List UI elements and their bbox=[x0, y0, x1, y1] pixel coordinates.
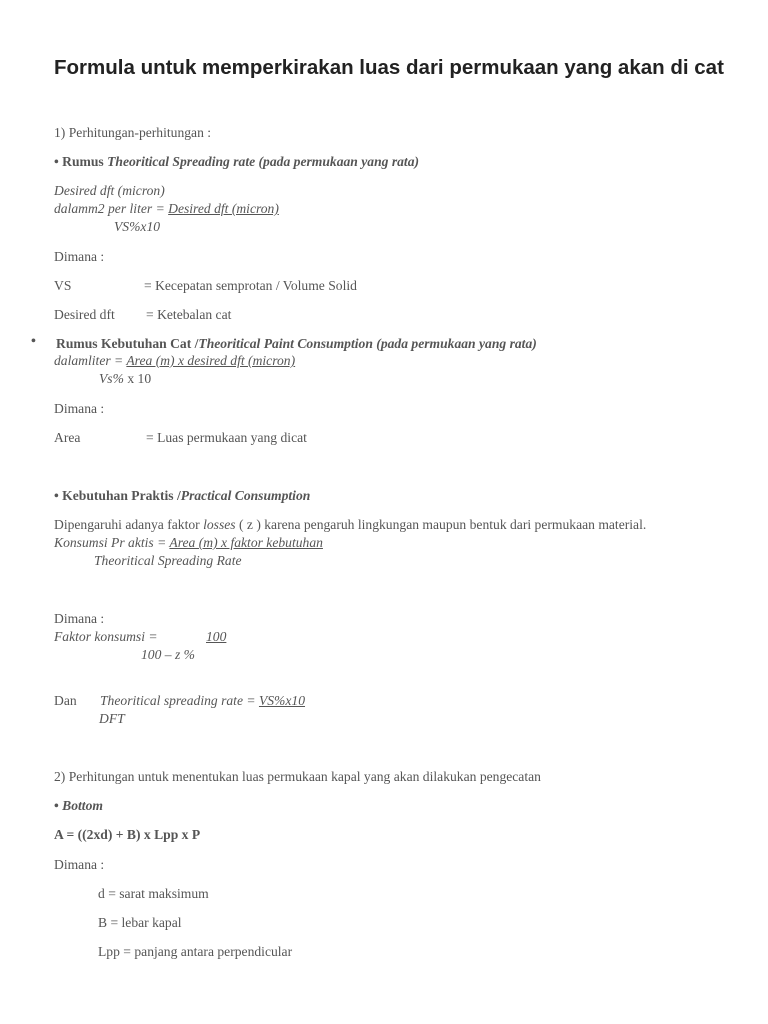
definition-area-text: = Luas permukaan yang dicat bbox=[146, 430, 307, 445]
page-title: Formula untuk memperkirakan luas dari permukaan yang akan di cat bbox=[54, 56, 724, 79]
praktis-prefix: • Kebutuhan Praktis / bbox=[54, 488, 181, 503]
definition-dft-term: Desired dft bbox=[54, 307, 115, 322]
faktor-konsumsi-numerator: 100 bbox=[206, 629, 227, 644]
kebutuhan-praktis-heading bbox=[54, 487, 310, 505]
formula-1-left: dalamm2 per liter = bbox=[54, 201, 169, 216]
formula-2-den-vs: Vs% bbox=[99, 371, 124, 386]
formula-3-line-1 bbox=[54, 534, 323, 552]
definition-d: d = sarat maksimum bbox=[98, 886, 209, 901]
tsr-formula-line-1 bbox=[100, 692, 305, 710]
dan-label: Dan bbox=[54, 693, 77, 708]
bottom-heading bbox=[54, 797, 103, 815]
rumus-prefix: • Rumus bbox=[54, 154, 108, 169]
formula-2-line-1 bbox=[54, 352, 295, 370]
definition-area-term: Area bbox=[54, 430, 81, 445]
formula-3-left: Konsumsi Pr aktis = bbox=[54, 535, 170, 550]
section-2-heading: 2) Perhitungan untuk menentukan luas permukaan kapal yang akan dilakukan pengecatan bbox=[54, 769, 541, 784]
section-1-heading: 1) Perhitungan-perhitungan : bbox=[54, 125, 212, 140]
tsr-numerator: VS%x10 bbox=[258, 693, 306, 708]
formula-1-numerator: Desired dft (micron) bbox=[168, 201, 279, 216]
definition-vs-term: VS bbox=[54, 278, 72, 293]
tsr-denominator: DFT bbox=[99, 711, 125, 726]
formula-2-left: dalamliter = bbox=[54, 353, 127, 368]
pengaruh-text-c: ( z ) karena pengaruh lingkungan maupun bentuk dari permukaan material. bbox=[235, 517, 647, 532]
pengaruh-paragraph bbox=[54, 516, 646, 534]
formula-3-denominator: Theoritical Spreading Rate bbox=[94, 553, 242, 568]
praktis-title: Practical Consumption bbox=[180, 488, 311, 503]
formula-3-numerator: Area (m) x faktor kebutuhan bbox=[169, 535, 323, 550]
dimana-label-3: Dimana : bbox=[54, 611, 105, 626]
bottom-title: Bottom bbox=[62, 798, 103, 813]
definition-dft-text: = Ketebalan cat bbox=[146, 307, 232, 322]
faktor-konsumsi-label: Faktor konsumsi = bbox=[54, 629, 158, 644]
definition-vs-text: = Kecepatan semprotan / Volume Solid bbox=[144, 278, 357, 293]
rumus-paint-consumption-title: Theoritical Paint Consumption (pada permukaan yang rata) bbox=[198, 336, 537, 351]
tsr-left: Theoritical spreading rate = bbox=[100, 693, 259, 708]
definition-lpp: Lpp = panjang antara perpendicular bbox=[98, 944, 293, 959]
dimana-label: Dimana : bbox=[54, 249, 105, 264]
formula-1-line-1: Desired dft (micron) bbox=[54, 183, 165, 198]
dimana-label-4: Dimana : bbox=[54, 857, 105, 872]
rumus-2-prefix: Rumus Kebutuhan Cat / bbox=[56, 336, 199, 351]
definition-b: B = lebar kapal bbox=[98, 915, 182, 930]
formula-2-den-rest: x 10 bbox=[123, 371, 152, 386]
rumus-spreading-rate-heading bbox=[54, 153, 419, 171]
formula-1-line-2 bbox=[54, 200, 279, 218]
rumus-spreading-rate-title: Theoritical Spreading rate (pada permukaan yang rata) bbox=[107, 154, 420, 169]
bottom-prefix: • bbox=[54, 798, 63, 813]
pengaruh-text-a: Dipengaruhi adanya faktor bbox=[54, 517, 204, 532]
bullet-marker: • bbox=[31, 334, 36, 349]
area-formula: A = ((2xd) + B) x Lpp x P bbox=[54, 827, 201, 842]
dimana-label-2: Dimana : bbox=[54, 401, 105, 416]
pengaruh-losses: losses bbox=[203, 517, 236, 532]
formula-2-denominator bbox=[99, 370, 151, 388]
formula-2-numerator: Area (m) x desired dft (micron) bbox=[126, 353, 296, 368]
rumus-paint-consumption-heading bbox=[56, 335, 537, 353]
faktor-konsumsi-denominator: 100 – z % bbox=[141, 647, 195, 662]
formula-1-denominator: VS%x10 bbox=[114, 219, 161, 234]
